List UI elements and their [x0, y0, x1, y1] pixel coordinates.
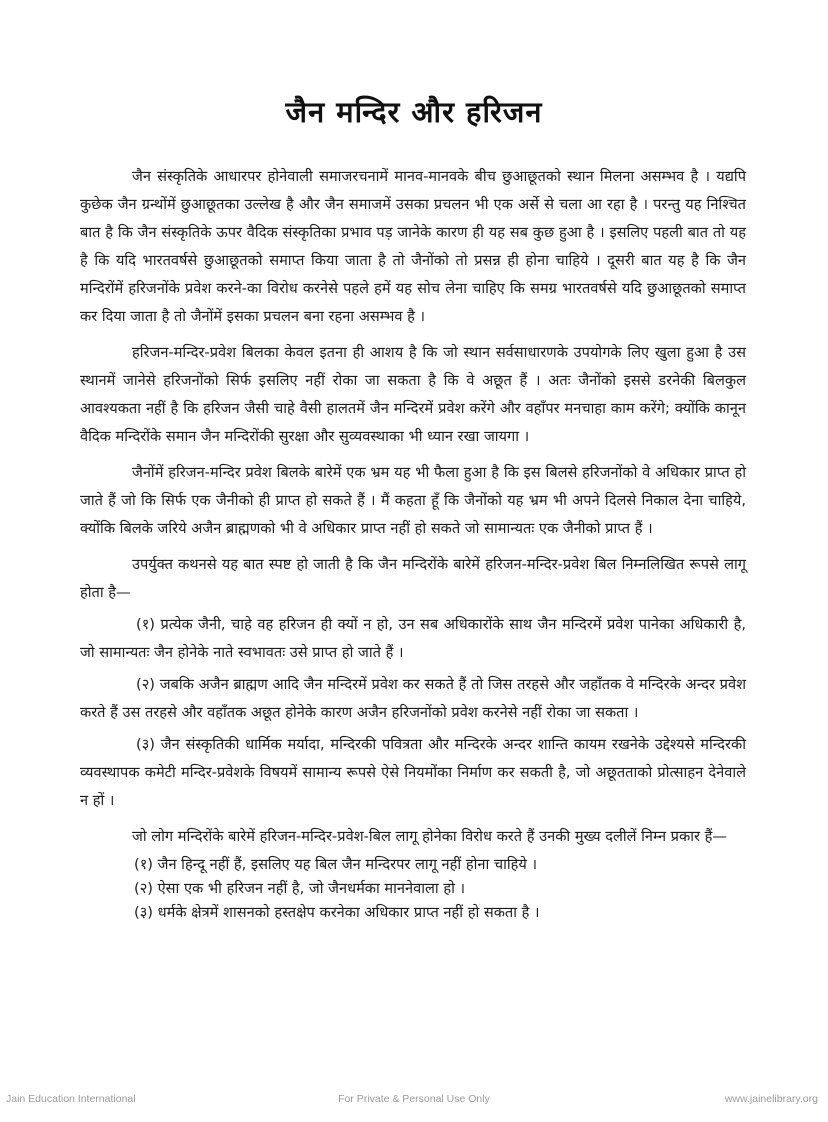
objection-item: (३) धर्मके क्षेत्रमें शासनको हस्तक्षेप करनेका अधिकार प्राप्त नहीं हो सकता है । [134, 904, 540, 921]
objection-item: (२) ऐसा एक भी हरिजन नहीं है, जो जैनधर्मका माननेवाला हो । [134, 880, 466, 897]
paragraph-point-1: (१) प्रत्येक जैनी, चाहे वह हरिजन ही क्यों न हो, उन सब अधिकारोंके साथ जैन मन्दिरमें प्रवेश पानेका अधिकारी है, जो सामान्यतः जैन होनेके नाते स्वभावतः उसे प्राप्त हो जाते हैं । [80, 616, 746, 661]
page-title: जैन मन्दिर और हरिजन [285, 95, 543, 129]
objections-list [80, 853, 746, 925]
paragraph-point-3: (३) जैन संस्कृतिकी धार्मिक मर्यादा, मन्दिरकी पवित्रता और मन्दिरके अन्दर शान्ति कायम रखनेके उद्देश्यसे मन्दिरकी व्यवस्थापक कमेटी मन्दिर-प्रवेशके विषयमें सामान्य रूपसे ऐसे नियमोंका निर्माण कर सकती है, जो अछूतताको प्रोत्साहन देनेवाले न हों । [80, 736, 746, 809]
paragraph-misconception: जैनोंमें हरिजन-मन्दिर प्रवेश बिलके बारेमें एक भ्रम यह भी फैला हुआ है कि इस बिलसे हरिजनोंको वे अधिकार प्राप्त हो जाते हैं जो कि सिर्फ एक जैनीको ही प्राप्त हो सकते हैं । मैं कहता हूँ कि जैनोंको यह भ्रम भी अपने दिलसे निकाल देना चाहिये, क्योंकि बिलके जरिये अजैन ब्राह्मणको भी वे अधिकार प्राप्त नहीं हो सकते जो सामान्यतः एक जैनीको प्राप्त हैं । [80, 464, 746, 537]
paragraph-point-2: (२) जबकि अजैन ब्राह्मण आदि जैन मन्दिरमें प्रवेश कर सकते हैं तो जिस तरहसे और जहाँतक वे मन्दिरके अन्दर प्रवेश करते हैं उस तरहसे और वहाँतक अछूत होनेके कारण अजैन हरिजनोंको प्रवेश करनेसे नहीं रोका जा सकता । [80, 676, 746, 721]
objection-item: (१) जैन हिन्दू नहीं हैं, इसलिए यह बिल जैन मन्दिरपर लागू नहीं होना चाहिये । [134, 856, 538, 873]
paragraph-objections-lead: जो लोग मन्दिरोंके बारेमें हरिजन-मन्दिर-प्रवेश-बिल लागू होनेका विरोध करते हैं उनकी मुख्य दलीलें निम्न प्रकार हैं— [132, 828, 727, 845]
page-footer [0, 1093, 828, 1109]
footer-usage-note: For Private & Personal Use Only [338, 1093, 490, 1105]
footer-website-link[interactable]: www.jainelibrary.org [724, 1093, 818, 1105]
paragraph-bill-intent: हरिजन-मन्दिर-प्रवेश बिलका केवल इतना ही आशय है कि जो स्थान सर्वसाधारणके उपयोगके लिए खुला हुआ है उस स्थानमें जानेसे हरिजनोंको सिर्फ इसलिए नहीं रोका जा सकता है कि वे अछूत हैं । अतः जैनोंको इससे डरनेकी बिलकुल आवश्यकता नहीं है कि हरिजन जैसी चाहे वैसी हालतमें जैन मन्दिरमें प्रवेश करेंगे और वहाँपर मनचाहा काम करेंगे; क्योंकि कानून वैदिक मन्दिरोंके समान जैन मन्दिरोंकी सुरक्षा और सुव्यवस्थाका भी ध्यान रखा जायगा । [80, 344, 746, 445]
footer-publisher: Jain Education International [6, 1093, 136, 1105]
document-body [80, 163, 746, 925]
paragraph-intro: जैन संस्कृतिके आधारपर होनेवाली समाजरचनामें मानव-मानवके बीच छुआछूतको स्थान मिलना असम्भव है । यद्यपि कुछेक जैन ग्रन्थोंमें छुआछूतका उल्लेख है और जैन समाजमें उसका प्रचलन भी एक अर्से से चला आ रहा है । परन्तु यह निश्चित बात है कि जैन संस्कृतिके ऊपर वैदिक संस्कृतिका प्रभाव पड़ जानेके कारण ही यह सब कुछ हुआ है । इसलिए पहली बात तो यह है कि यदि भारतवर्षसे छुआछूतको समाप्त किया जाता है तो जैनोंको तो प्रसन्न ही होना चाहिये । दूसरी बात यह है कि जैन मन्दिरोंमें हरिजनोंके प्रवेश करने-का विरोध करनेसे पहले हमें यह सोच लेना चाहिए कि समग्र भारतवर्षसे यदि छुआछूतको समाप्त कर दिया जाता है तो जैनोंमें इसका प्रचलन बना रहना असम्भव है । [80, 168, 746, 325]
paragraph-application-lead: उपर्युक्त कथनसे यह बात स्पष्ट हो जाती है कि जैन मन्दिरोंके बारेमें हरिजन-मन्दिर-प्रवेश बिल निम्नलिखित रूपसे लागू होता है— [80, 556, 746, 601]
